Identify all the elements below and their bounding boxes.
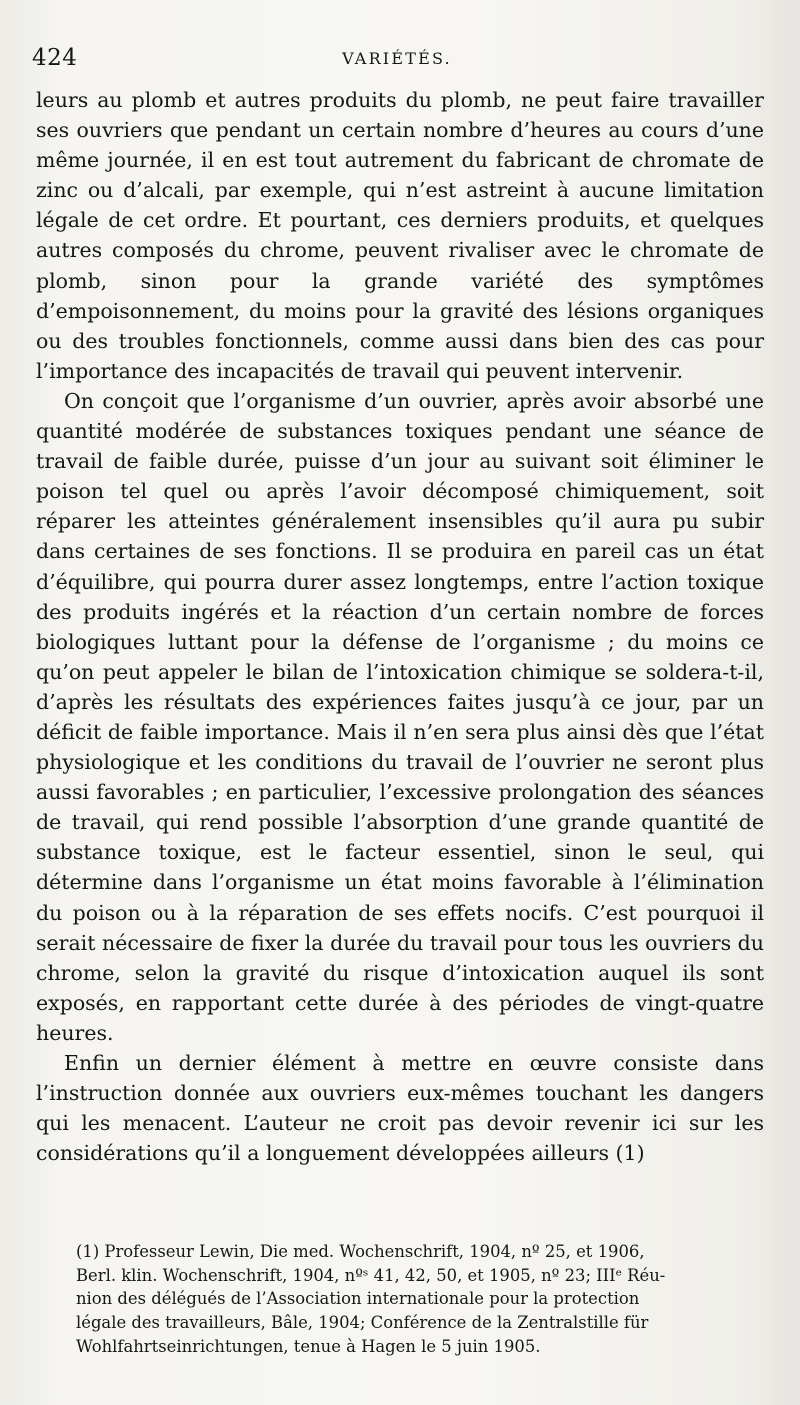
- page-header: [32, 40, 762, 76]
- footnote-line-4: légale des travailleurs, Bâle, 1904; Conférence de la Zentralstille für: [76, 1313, 649, 1333]
- main-text: [36, 85, 764, 1168]
- page-number: 424: [32, 45, 78, 71]
- paragraph-2: On conçoit que l’organisme d’un ouvrier, après avoir absorbé une quantité modérée de substances toxiques pendant une séance de travail de faible durée, puisse d’un jour au suivant soit éliminer le poison tel quel ou après l’avoir décomposé chimiquement, soit réparer les atteintes généralement insensibles qu’il aura pu subir dans certaines de ses fonctions. Il se produira en pareil cas un état d’équilibre, qui pourra durer assez longtemps, entre l’action toxique des produits ingérés et la réaction d’un certain nombre de forces biologiques luttant pour la défense de l’organisme ; du moins ce qu’on peut appeler le bilan de l’intoxication chimique se soldera-t-il, d’après les résultats des expériences faites jusqu’à ce jour, par un déficit de faible importance. Mais il n’en sera plus ainsi dès que l’état physiologique et les conditions du travail de l’ouvrier ne seront plus aussi favorables ; en particulier, l’excessive prolongation des séances de travail, qui rend possible l’absorption d’une grande quantité de substance toxique, est le facteur essentiel, sinon le seul, qui détermine dans l’organisme un état moins favorable à l’élimination du poison ou à la réparation de ses effets nocifs. C’est pourquoi il serait nécessaire de fixer la durée du travail pour tous les ouvriers du chrome, selon la gravité du risque d’intoxication auquel ils sont exposés, en rapportant cette durée à des périodes de vingt-quatre heures.: [36, 388, 764, 1045]
- footnote-line-1: (1) Professeur Lewin, Die med. Wochenschrift, 1904, nº 25, et 1906,: [76, 1242, 645, 1261]
- footnote-line-3: nion des délégués de l’Association internationale pour la protection: [76, 1289, 640, 1309]
- footnote-1: [76, 1240, 774, 1359]
- footnote: [76, 1240, 774, 1359]
- running-head: VARIÉTÉS.: [342, 48, 452, 68]
- paragraph-3: Enfin un dernier élément à mettre en œuvre consiste dans l’instruction donnée aux ouvriers eux-mêmes touchant les dangers qui les menacent. L’auteur ne croit pas devoir revenir ici sur les considérations qu’il a longuement développées ailleurs (1): [36, 1051, 764, 1166]
- footnote-line-5: Wohlfahrtseinrichtungen, tenue à Hagen le 5 juin 1905.: [76, 1336, 541, 1356]
- paragraph-1: leurs au plomb et autres produits du plomb, ne peut faire travailler ses ouvriers que pendant un certain nombre d’heures au cours d’une même journée, il en est tout autrement du fabricant de chromate de zinc ou d’alcali, par exemple, qui n’est astreint à aucune limitation légale de cet ordre. Et pourtant, ces derniers produits, et quelques autres composés du chrome, peuvent rivaliser avec le chromate de plomb, sinon pour la grande variété des symptômes d’empoisonnement, du moins pour la gravité des lésions organiques ou des troubles fonctionnels, comme aussi dans bien des cas pour l’importance des incapacités de travail qui peuvent intervenir.: [36, 88, 764, 383]
- footnote-line-2: Berl. klin. Wochenschrift, 1904, nºˢ 41, 42, 50, et 1905, nº 23; IIIᵉ Réu-: [76, 1265, 666, 1285]
